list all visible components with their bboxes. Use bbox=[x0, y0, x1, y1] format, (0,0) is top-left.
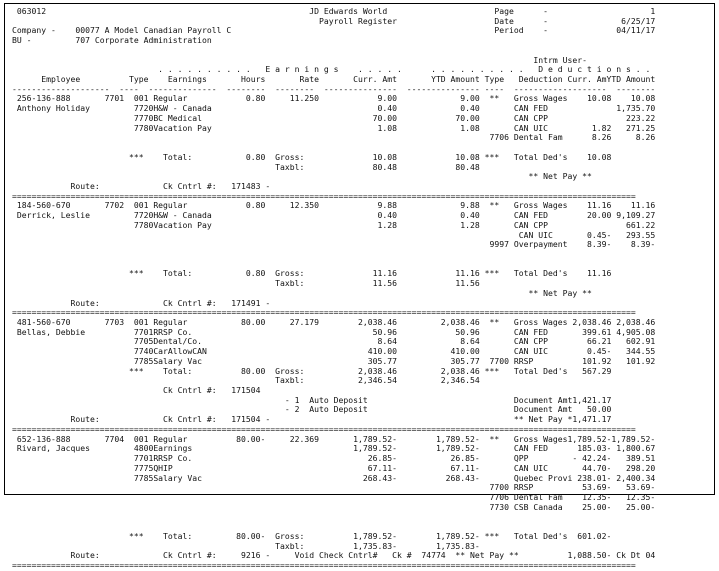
record-separator: ================================================================================================================================ bbox=[12, 190, 636, 201]
spacer bbox=[12, 250, 708, 260]
detail-row: Anthony Holiday 7720H&W - Canada 0.40 0.40 CAN FED 1,735.70 bbox=[12, 103, 656, 114]
detail-row: 184-560-670 7702 001 Regular 0.80 12.350 9.88 9.88 ** Gross Wages 11.16 11.16 bbox=[12, 200, 656, 211]
auto-deposit-row: - 2 Auto Deposit Document Amt 50.00 bbox=[12, 404, 612, 415]
route-row: Route: Ck Cntrl #: 171504 - ** Net Pay *1,471.17 bbox=[12, 414, 612, 425]
header-rule: -------------------- ---- -------------- -------- -------- --------------- --------------- ---- ------------------- -------- bbox=[12, 83, 656, 94]
taxable-row: Taxbl: 1,735.83- 1,735.83- bbox=[12, 540, 480, 551]
detail-row: 7740CarAllowCAN 410.00 410.00 CAN UIC 0.45- 344.55 bbox=[12, 346, 656, 357]
detail-row: 7706 Dental Fam 12.35- 12.35- bbox=[12, 491, 656, 502]
taxable-row: Taxbl: 11.56 11.56 bbox=[12, 278, 480, 289]
detail-row: 7780Vacation Pay 1.08 1.08 CAN UIC 1.82 271.25 bbox=[12, 122, 656, 133]
report-text-body bbox=[12, 7, 708, 571]
detail-row: 7706 Dental Fam 8.26 8.26 bbox=[12, 132, 656, 143]
detail-row: 256-136-888 7701 001 Regular 0.80 11.250 9.00 9.00 ** Gross Wages 10.08 10.08 bbox=[12, 93, 656, 104]
header-line-1: 063012 JD Edwards World Page - 1 bbox=[12, 6, 656, 16]
detail-row: CAN UIC 0.45- 293.55 bbox=[12, 229, 656, 240]
detail-row: 7701RRSP Co. 26.85- 26.85- QPP - 42.24- 389.51 bbox=[12, 453, 656, 464]
header-line-2: Payroll Register Date - 6/25/17 bbox=[12, 15, 656, 26]
record-separator: ================================================================================================================================ bbox=[12, 307, 636, 318]
totals-row: *** Total: 0.80 Gross: 11.16 11.16 *** Total Ded's 11.16 bbox=[12, 268, 612, 279]
detail-row: 7775QHIP 67.11- 67.11- CAN UIC 44.70- 298.20 bbox=[12, 462, 656, 473]
detail-row: Bellas, Debbie 7701RRSP Co. 50.96 50.96 CAN FED 399.61 4,905.08 bbox=[12, 326, 656, 337]
detail-row: 7700 RRSP 53.69- 53.69- bbox=[12, 482, 656, 493]
totals-row: *** Total: 80.00 Gross: 2,038.46 2,038.46 *** Total Ded's 567.29 bbox=[12, 365, 612, 376]
totals-row: *** Total: 80.00- Gross: 1,789.52- 1,789.52- *** Total Ded's 601.02- bbox=[12, 530, 612, 541]
taxable-row: Taxbl: 2,346.54 2,346.54 bbox=[12, 375, 480, 386]
route-row: Route: Ck Cntrl #: 9216 - Void Check Cntrl# Ck # 74774 ** Net Pay ** 1,088.50- Ck Dt 04 bbox=[12, 550, 656, 561]
intrm-user-line: Intrm User- bbox=[12, 54, 587, 65]
detail-row: 7705Dental/Co. 8.64 8.64 CAN CPP 66.21 602.91 bbox=[12, 336, 656, 347]
header-line-4: BU - 707 Corporate Administration bbox=[12, 35, 212, 46]
record-separator: ================================================================================================================================ bbox=[12, 423, 636, 434]
detail-row: 7730 CSB Canada 25.00- 25.00- bbox=[12, 501, 656, 512]
detail-row: Derrick, Leslie 7720H&W - Canada 0.40 0.40 CAN FED 20.00 9,109.27 bbox=[12, 210, 656, 221]
auto-deposit-row: - 1 Auto Deposit Document Amt1,421.17 bbox=[12, 394, 612, 405]
totals-row: *** Total: 0.80 Gross: 10.08 10.08 *** Total Ded's 10.08 bbox=[12, 151, 612, 162]
route-row: Route: Ck Cntrl #: 171483 - bbox=[12, 180, 271, 191]
record-separator: ================================================================================================================================ bbox=[12, 559, 636, 570]
detail-row: 652-136-888 7704 001 Regular 80.00- 22.369 1,789.52- 1,789.52- ** Gross Wages1,789.52-1,789.52- bbox=[12, 433, 656, 444]
net-pay-row: ** Net Pay ** bbox=[12, 171, 592, 182]
header-line-3: Company - 00077 A Model Canadian Payroll C Period - 04/11/17 bbox=[12, 25, 656, 36]
spacer bbox=[12, 512, 708, 522]
detail-row: 7785Salary Vac 268.43- 268.43- Quebec Provi 238.01- 2,400.34 bbox=[12, 472, 656, 483]
detail-row: Rivard, Jacques 4800Earnings 1,789.52- 1,789.52- CAN FED 185.03- 1,800.67 bbox=[12, 443, 656, 454]
route-row: Route: Ck Cntrl #: 171491 - bbox=[12, 297, 271, 308]
detail-row: 7770BC Medical 70.00 70.00 CAN CPP 223.22 bbox=[12, 112, 656, 123]
column-header-line: Employee Type Earnings Hours Rate Curr. Amt YTD Amount Type Deduction Curr. AmYTD Amount bbox=[12, 74, 656, 85]
detail-row: 7780Vacation Pay 1.28 1.28 CAN CPP 661.22 bbox=[12, 219, 656, 230]
net-pay-row: ** Net Pay ** bbox=[12, 287, 592, 298]
ck-cntrl-row: Ck Cntrl #: 171504 bbox=[12, 385, 261, 396]
detail-row: 9997 Overpayment 8.39- 8.39- bbox=[12, 239, 656, 250]
detail-row: 7785Salary Vac 305.77 305.77 7700 RRSP 101.92 101.92 bbox=[12, 355, 656, 366]
taxable-row: Taxbl: 80.48 80.48 bbox=[12, 161, 480, 172]
band-title-line: . . . . . . . . . . E a r n i n g s . . . . . . . . . . . . . . . D e d u c t i o n s . . bbox=[12, 64, 651, 75]
detail-row: 481-560-670 7703 001 Regular 80.00 27.179 2,038.46 2,038.46 ** Gross Wages 2,038.46 2,038.46 bbox=[12, 317, 656, 327]
